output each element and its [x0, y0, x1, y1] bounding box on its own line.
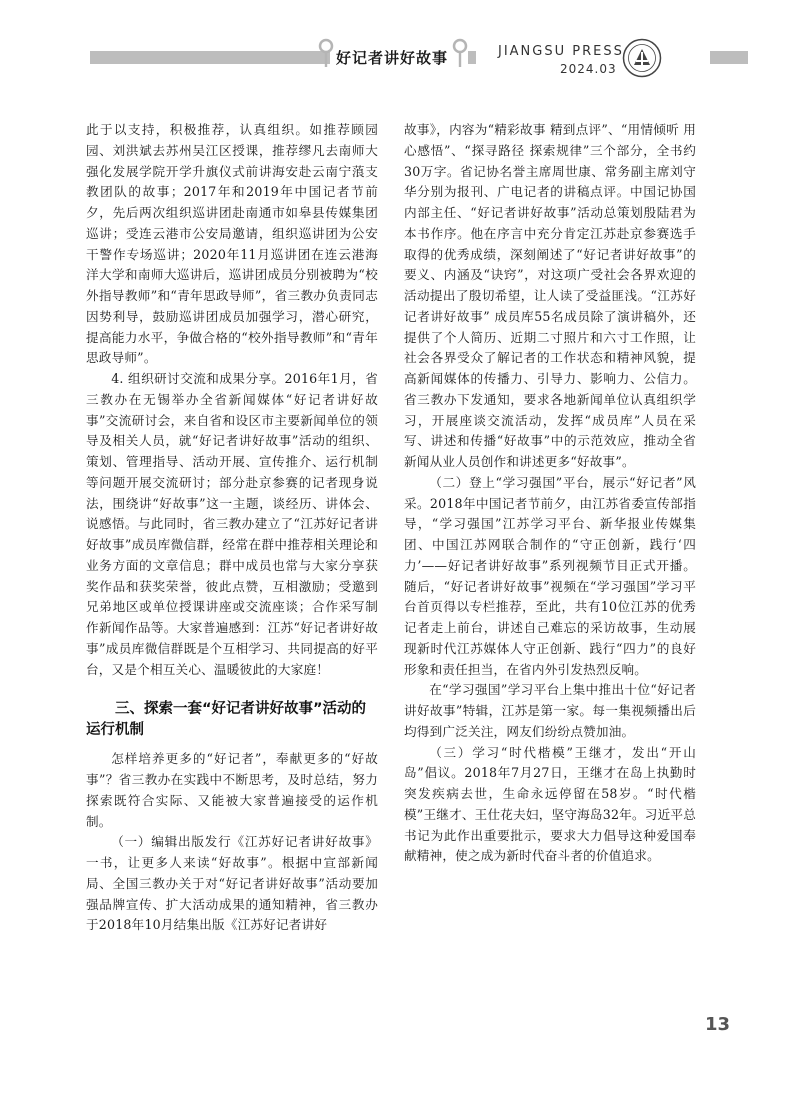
section-heading: 三、探索一套“好记者讲好故事”活动的运行机制	[86, 701, 367, 739]
paragraph: 怎样培养更多的“好记者”，奉献更多的“好故事”？省三教办在实践中不断思考，及时总结，努力探索既符合实际、又能被大家普遍接受的运作机制。	[86, 751, 378, 829]
paragraph: （一）编辑出版发行《江苏好记者讲好故事》一书，让更多人来读“好故事”。根据中宣部新闻局、全国三教办关于对“好记者讲好故事”活动要加强品牌宣传、扩大活动成果的通知精神，省三教办于2018年10月结集出版《江苏好记者讲好	[86, 834, 378, 933]
paragraph: 4. 组织研讨交流和成果分享。2016年1月，省三教办在无锡举办全省新闻媒体“好记者讲好故事”交流研讨会，来自省和设区市主要新闻单位的领导及相关人员，就“好记者讲好故事”活动的组织、策划、管理指导、活动开展、宣传推介、运行机制等问题开展交流研讨；部分赴京参赛的记者现身说法，围绕讲“好故事”这一主题，谈经历、讲体会、说感悟。与此同时，省三教办建立了“江苏好记者讲好故事”成员库微信群，经常在群中推荐相关理论和业务方面的文章信息；群中成员也常与大家分享获奖作品和获奖荣誉，彼此点赞，互相激励；受邀到兄弟地区或单位授课讲座或交流座谈；合作采写制作新闻作品等。大家普遍感到：江苏“好记者讲好故事”成员库微信群既是个互相学习、共同提高的好平台，又是个相互关心、温暖彼此的大家庭！	[86, 371, 378, 677]
pin-icon	[452, 38, 468, 68]
pin-icon	[318, 38, 334, 68]
press-name: JIANGSU PRESS	[498, 44, 624, 59]
header-bar-right	[710, 51, 748, 64]
right-column	[404, 120, 696, 867]
header-bar-mid	[468, 51, 476, 64]
header-bar-left	[90, 51, 330, 64]
left-column	[86, 120, 378, 936]
paragraph: （二）登上“学习强国”平台，展示“好记者”风采。2018年中国记者节前夕，由江苏省委宣传部指导，“学习强国”江苏学习平台、新华报业传媒集团、中国江苏网联合制作的“守正创新，践行‘四力’——好记者讲好故事”系列视频节目正式开播。随后，“好记者讲好故事”视频在“学习强国”学习平台首页得以专栏推荐，至此，共有10位江苏的优秀记者走上前台，讲述自己难忘的采访故事，生动展现新时代江苏媒体人守正创新、践行“四力”的良好形象和责任担当，在省内外引发热烈反响。	[404, 474, 696, 677]
column-title: 好记者讲好故事	[336, 49, 449, 67]
page-number: 13	[705, 1014, 731, 1035]
paragraph: （三）学习“时代楷模”王继才，发出“开山岛”倡议。2018年7月27日，王继才在岛上执勤时突发疾病去世，生命永远停留在58岁。“时代楷模”王继才、王仕花夫妇，坚守海岛32年。习近平总书记为此作出重要批示，要求大力倡导这种爱国奉献精神，使之成为新时代奋斗者的价值追求。	[404, 744, 696, 864]
page-header	[0, 0, 797, 110]
paragraph: 故事》，内容为“精彩故事 精到点评”、“用情倾听 用心感悟”、“探寻路径 探索规律”三个部分，全书约30万字。省记协名誉主席周世康、常务副主席刘守华分别为报刊、广电记者的讲稿点评。中国记协国内部主任、“好记者讲好故事”活动总策划殷陆君为本书作序。他在序言中充分肯定江苏赴京参赛选手取得的优秀成绩，深刻阐述了“好记者讲好故事”的要义、内涵及“诀窍”，对这项广受社会各界欢迎的活动提出了殷切希望，让人读了受益匪浅。“江苏好记者讲好故事” 成员库55名成员除了演讲稿外，还提供了个人简历、近期二寸照片和六寸工作照，让社会各界受众了解记者的工作状态和精神风貌，提高新闻媒体的传播力、引导力、影响力、公信力。省三教办下发通知，要求各地新闻单位认真组织学习，开展座谈交流活动，发挥“成员库”人员在采写、讲述和传播“好故事”中的示范效应，推动全省新闻从业人员创作和讲述更多“好故事”。	[404, 122, 696, 469]
paragraph: 此于以支持，积极推荐，认真组织。如推荐顾园园、刘洪斌去苏州吴江区授课，推荐缪凡去南师大强化发展学院开学升旗仪式前讲海安赴云南宁蒗支教团队的故事；2017年和2019年中国记者节前夕，先后两次组织巡讲团赴南通市如皋县传媒集团巡讲；受连云港市公安局邀请，组织巡讲团为公安干警作专场巡讲；2020年11月巡讲团在连云港海洋大学和南师大巡讲后，巡讲团成员分别被聘为“校外指导教师”和“青年思政导师”，省三教办负责同志因势利导，鼓励巡讲团成员加强学习，潜心研究，提高能力水平，争做合格的“校外指导教师”和“青年思政导师”。	[86, 122, 378, 366]
issue-date: 2024.03	[560, 62, 617, 76]
paragraph: 在“学习强国”学习平台上集中推出十位“好记者讲好故事”特辑，江苏是第一家。每一集视频播出后均得到广泛关注，网友们纷纷点赞加油。	[404, 682, 696, 739]
jiangsu-press-seal-icon	[622, 38, 662, 78]
